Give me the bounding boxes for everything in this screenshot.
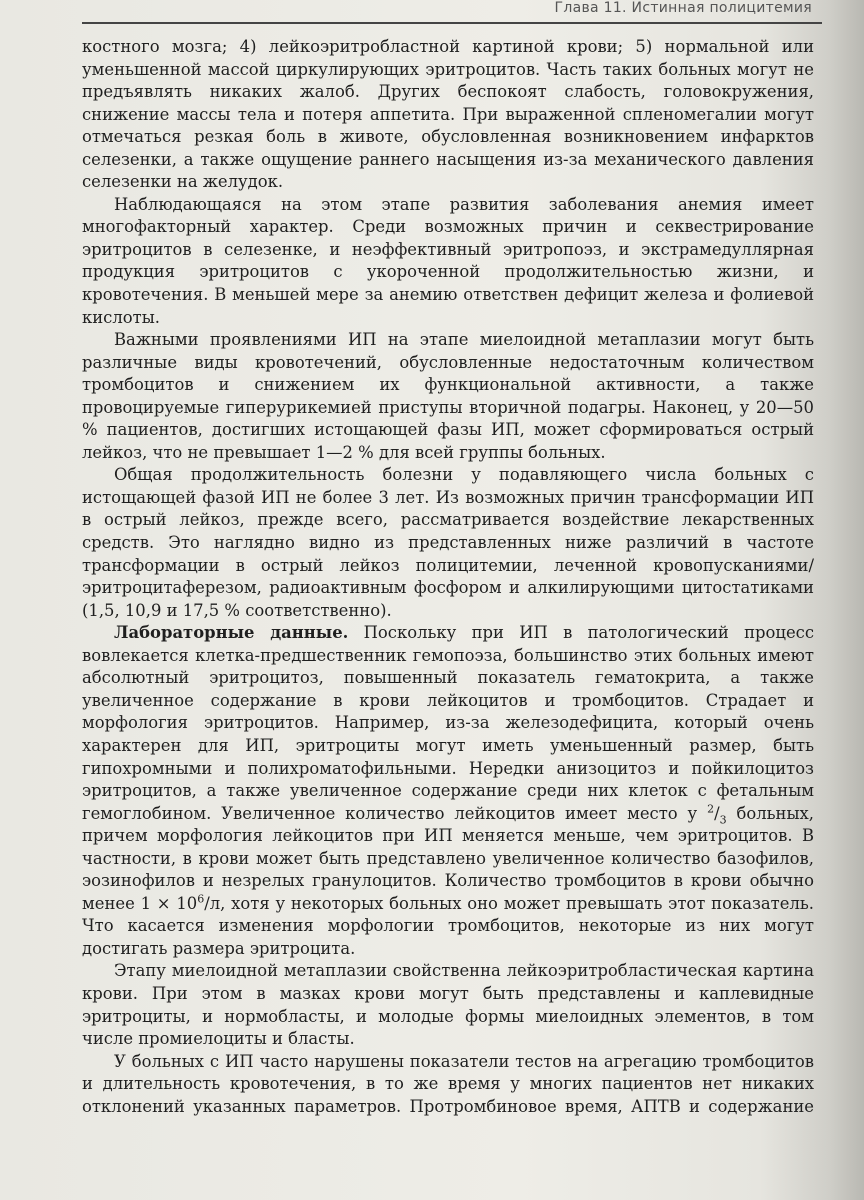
- paragraph-5-part-c: /л, хотя у некоторых больных оно может превышать этот показатель. Что касается изменения морфологии тромбоцитов, некоторые из них могут достигать размера эритроцита.: [82, 893, 814, 958]
- paragraph-4: Общая продолжительность болезни у подавляющего числа больных с истощающей фазой ИП не более 3 лет. Из возможных причин трансформации ИП в острый лейкоз, прежде всего, рассматривается воздействие лекарственных средств. Это наглядно видно из представленных ниже различий в частоте трансформации в острый лейкоз полицитемии, леченной кровопусканиями/эритроцитаферезом, радиоактивным фосфором и алкилирующими цитостатиками (1,5, 10,9 и 17,5 % соответственно).: [82, 465, 814, 620]
- paragraph-5-part-a: Поскольку при ИП в патологический процесс вовлекается клетка-предшественник гемопоэза, большинство этих больных имеют абсолютный эритроцитоз, повышенный показатель гематокрита, а также увеличенное содержание в крови лейкоцитов и тромбоцитов. Страдает и морфология эритроцитов. Например, из-за железодефицита, который очень характерен для ИП, эритроциты могут иметь уменьшенный размер, быть гипохромными и полихроматофильными. Нередки анизоцитоз и пойкилоцитоз эритроцитов, а также увеличенное содержание среди них клеток с фетальным гемоглобином. Увеличенное количество лейкоцитов имеет место у: [82, 623, 814, 823]
- exponent: 6: [197, 892, 205, 906]
- paragraph-7: У больных с ИП часто нарушены показатели тестов на агрегацию тромбоцитов и длительность кровотечения, в то же время у многих пациентов нет никаких отклонений указанных параметров. Протромбиновое время, АПТВ и содержание: [82, 1051, 814, 1116]
- paragraph-3: Важными проявлениями ИП на этапе миелоидной метаплазии могут быть различные виды кровотечений, обусловленные недостаточным количеством тромбоцитов и снижением их функциональной активности, а также провоцируемые гиперурикемией приступы вторичной подагры. Наконец, у 20—50 % пациентов, достигших истощающей фазы ИП, может сформироваться острый лейкоз, что не превышает 1—2 % для всей группы больных.: [82, 330, 814, 462]
- fraction-denominator: 3: [719, 812, 727, 826]
- paragraph-2: Наблюдающаяся на этом этапе развития заболевания анемия имеет многофакторный характер. Среди возможных причин и секвестрирование эритроцитов в селезенке, и неэффективный эритропоэз, и экстрамедуллярная продукция эритроцитов с укороченной продолжительностью жизни, и кровотечения. В меньшей мере за анемию ответствен дефицит железа и фолиевой кислоты.: [82, 194, 814, 327]
- paragraph-5-part-b: больных, причем морфология лейкоцитов при ИП меняется меньше, чем эритроцитов. В частности, в крови может быть представлено увеличенное количество базофилов, эозинофилов и незрелых гранулоцитов. Количество тромбоцитов в крови обычно менее 1 × 10: [82, 803, 814, 913]
- section-lead-heading: Лабораторные данные.: [114, 623, 349, 643]
- fraction-numerator: 2: [707, 802, 715, 816]
- paragraph-6: Этапу миелоидной метаплазии свойственна лейкоэритробластическая картина крови. При этом в мазках крови могут быть представлены и каплевидные эритроциты, и нормобласты, и молодые формы миелоидных элементов, в том числе промиелоциты и бласты.: [82, 961, 814, 1049]
- paragraph-5: Лабораторные данные. Поскольку при ИП в патологический процесс вовлекается клетка-предшественник гемопоэза, большинство этих больных имеют абсолютный эритроцитоз, повышенный показатель гематокрита, а также увеличенное содержание в крови лейкоцитов и тромбоцитов. Страдает и морфология эритроцитов. Например, из-за железодефицита, который очень характерен для ИП, эритроциты могут иметь уменьшенный размер, быть гипохромными и полихроматофильными. Нередки анизоцитоз и пойкилоцитоз эритроцитов, а также увеличенное содержание среди них клеток с фетальным гемоглобином. Увеличенное количество лейкоцитов имеет место у $^2/_3$ больных, причем морфология лейкоцитов при ИП меняется меньше, чем эритроцитов. В частности, в крови может быть представлено увеличенное количество базофилов, эозинофилов и незрелых гранулоцитов. Количество тромбоцитов в крови обычно менее $1 \times 10^6/л$, хотя у некоторых больных оно может превышать этот показатель. Что касается изменения морфологии тромбоцитов, некоторые из них могут достигать размера эритроцита.: [82, 623, 814, 958]
- running-head: Глава 11. Истинная полицитемия: [554, 0, 812, 16]
- body-text: [82, 36, 814, 1118]
- header-rule: [82, 22, 822, 24]
- paragraph-1: костного мозга; 4) лейкоэритробластной картиной крови; 5) нормальной или уменьшенной массой циркулирующих эритроцитов. Часть таких больных могут не предъявлять никаких жалоб. Других беспокоят слабость, головокружения, снижение массы тела и потеря аппетита. При выраженной спленомегалии могут отмечаться резкая боль в животе, обусловленная возникновением инфарктов селезенки, а также ощущение раннего насыщения из-за механического давления селезенки на желудок.: [82, 37, 814, 192]
